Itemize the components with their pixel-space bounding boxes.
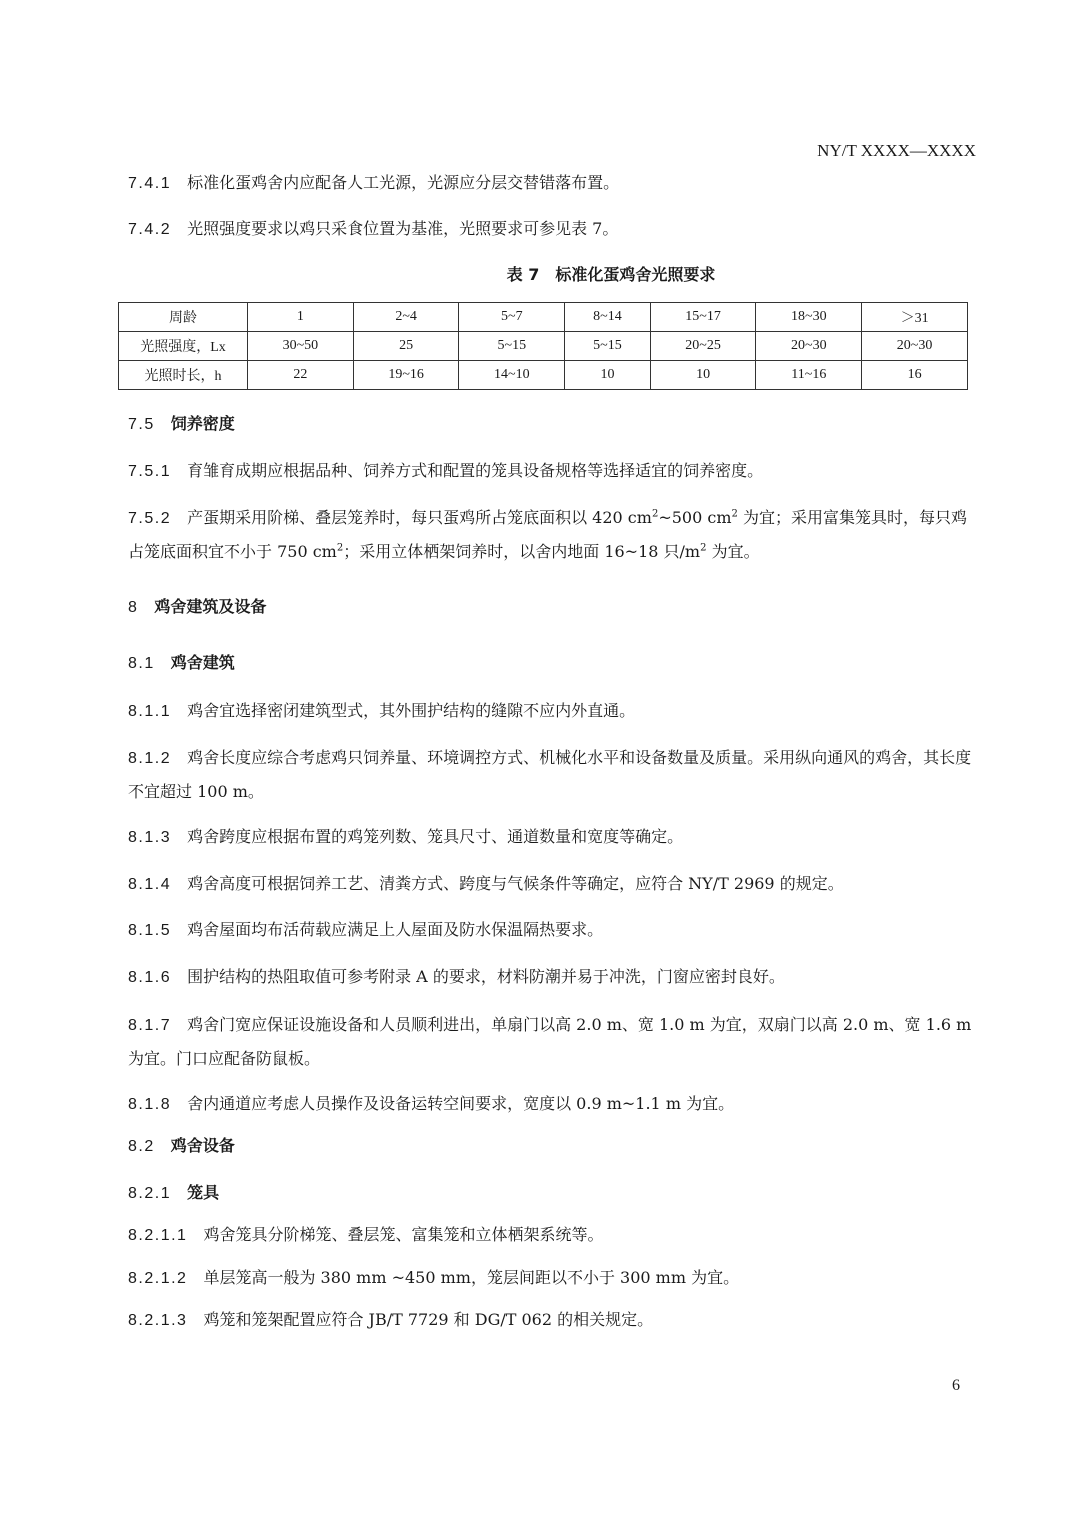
table-cell: 5~7: [459, 303, 565, 332]
clause-text: 育雏育成期应根据品种、饲养方式和配置的笼具设备规格等选择适宜的饲养密度。: [187, 461, 764, 480]
clause-7-4-1: [128, 166, 976, 200]
clause-number: 8.1.1: [128, 703, 172, 720]
clause-text: 标准化蛋鸡舍内应配备人工光源，光源应分层交替错落布置。: [187, 173, 620, 192]
table-caption: [0, 262, 1080, 285]
clause-text: 光照强度要求以鸡只采食位置为基准，光照要求可参见表 7。: [187, 219, 619, 238]
section-number: 8.1: [128, 655, 155, 672]
superscript: 2: [651, 508, 659, 520]
clause-8-1-1: [128, 694, 976, 728]
table-cell: 20~30: [756, 332, 862, 361]
table-cell: 11~16: [756, 361, 862, 390]
section-title: 笼具: [187, 1183, 220, 1202]
section-title: 鸡舍建筑: [170, 653, 235, 672]
section-number: 8.2: [128, 1138, 155, 1155]
table-cell: 25: [353, 332, 459, 361]
section-number: 7.5: [128, 416, 155, 433]
clause-7-5-1: [128, 454, 976, 488]
page-number: 6: [952, 1377, 960, 1394]
section-7-5-heading: [128, 407, 976, 441]
table-cell: 5~15: [565, 332, 651, 361]
table-caption-number: 表 7: [506, 265, 540, 284]
clause-text-part: 为宜；采用富集笼具时，每只鸡占笼底面积宜不小于 750 cm: [128, 508, 967, 561]
table-cell: 14~10: [459, 361, 565, 390]
clause-number: 8.1.2: [128, 750, 172, 767]
table-row-header: 光照时长，h: [119, 361, 248, 390]
clause-text: 鸡舍跨度应根据布置的鸡笼列数、笼具尺寸、通道数量和宽度等确定。: [187, 827, 684, 846]
section-8-heading: [128, 590, 976, 624]
clause-8-2-1-2: [128, 1261, 976, 1295]
table-cell: ＞31: [862, 303, 968, 332]
table-cell: 18~30: [756, 303, 862, 332]
clause-text: 鸡舍门宽应保证设施设备和人员顺利进出，单扇门以高 2.0 m、宽 1.0 m 为宜，双扇门以高 2.0 m、宽 1.6 m 为宜。门口应配备防鼠板。: [128, 1015, 972, 1068]
clause-text: 鸡舍高度可根据饲养工艺、清粪方式、跨度与气候条件等确定，应符合 NY/T 2969 的规定。: [187, 874, 844, 893]
section-title: 饲养密度: [170, 414, 235, 433]
clause-text-part: ~500 cm: [658, 508, 732, 527]
table-cell: 10: [650, 361, 756, 390]
clause-number: 8.1.5: [128, 922, 172, 939]
clause-number: 7.4.2: [128, 221, 172, 238]
superscript: 2: [336, 542, 344, 554]
table-cell: 15~17: [650, 303, 756, 332]
clause-8-1-6: [128, 960, 976, 994]
clause-number: 8.1.3: [128, 829, 172, 846]
clause-text: 鸡舍笼具分阶梯笼、叠层笼、富集笼和立体栖架系统等。: [203, 1225, 604, 1244]
clause-number: 8.1.7: [128, 1017, 172, 1034]
clause-number: 7.4.1: [128, 175, 172, 192]
superscript: 2: [700, 542, 707, 554]
table-cell: 8~14: [565, 303, 651, 332]
clause-text: 鸡舍屋面均布活荷载应满足上人屋面及防水保温隔热要求。: [187, 920, 604, 939]
clause-number: 8.1.4: [128, 876, 172, 893]
section-8-2-1-heading: [128, 1176, 976, 1210]
document-id: NY/T XXXX—XXXX: [817, 141, 976, 160]
table-cell: 30~50: [248, 332, 354, 361]
clause-8-1-5: [128, 913, 976, 947]
table-cell: 10: [565, 361, 651, 390]
clause-text: 单层笼高一般为 380 mm ~450 mm，笼层间距以不小于 300 mm 为宜。: [203, 1268, 740, 1287]
clause-8-2-1-3: [128, 1303, 976, 1337]
clause-8-1-7: [128, 1008, 976, 1075]
section-8-1-heading: [128, 646, 976, 680]
clause-8-1-3: [128, 820, 976, 854]
clause-text: 鸡舍长度应综合考虑鸡只饲养量、环境调控方式、机械化水平和设备数量及质量。采用纵向通风的鸡舍，其长度不宜超过 100 m。: [128, 748, 972, 801]
table-caption-title: 标准化蛋鸡舍光照要求: [555, 265, 716, 284]
clause-8-1-4: [128, 867, 976, 901]
table-cell: 20~25: [650, 332, 756, 361]
clause-text-part: ；采用立体栖架饲养时，以舍内地面 16~18 只/m: [343, 542, 701, 561]
table-row: [119, 303, 968, 332]
section-number: 8.2.1: [128, 1185, 172, 1202]
clause-number: 8.2.1.2: [128, 1270, 188, 1287]
clause-text-part: 为宜。: [706, 542, 760, 561]
table-cell: 16: [862, 361, 968, 390]
clause-number: 8.1.8: [128, 1096, 172, 1113]
clause-text: 鸡笼和笼架配置应符合 JB/T 7729 和 DG/T 062 的相关规定。: [203, 1310, 654, 1329]
table-row-header: 周龄: [119, 303, 248, 332]
table-cell: 2~4: [353, 303, 459, 332]
clause-7-4-2: [128, 212, 976, 246]
clause-number: 8.2.1.1: [128, 1227, 188, 1244]
table-row-header: 光照强度，Lx: [119, 332, 248, 361]
section-8-2-heading: [128, 1129, 976, 1163]
clause-8-1-8: [128, 1087, 976, 1121]
clause-text: 舍内通道应考虑人员操作及设备运转空间要求，宽度以 0.9 m~1.1 m 为宜。: [187, 1094, 735, 1113]
table-cell: 20~30: [862, 332, 968, 361]
clause-8-1-2: [128, 741, 976, 808]
clause-number: 8.2.1.3: [128, 1312, 188, 1329]
table-cell: 22: [248, 361, 354, 390]
clause-7-5-2: [128, 501, 976, 568]
clause-text-part: 产蛋期采用阶梯、叠层笼养时，每只蛋鸡所占笼底面积以 420 cm: [187, 508, 652, 527]
clause-text: 围护结构的热阻取值可参考附录 A 的要求，材料防潮并易于冲洗，门窗应密封良好。: [187, 967, 785, 986]
lighting-requirements-table: [118, 302, 968, 390]
section-title: 鸡舍建筑及设备: [154, 597, 267, 616]
clause-number: 7.5.1: [128, 463, 172, 480]
clause-8-2-1-1: [128, 1218, 976, 1252]
superscript: 2: [731, 508, 738, 520]
clause-text: 鸡舍宜选择密闭建筑型式，其外围护结构的缝隙不应内外直通。: [187, 701, 636, 720]
table-cell: 19~16: [353, 361, 459, 390]
table-row: [119, 332, 968, 361]
section-title: 鸡舍设备: [170, 1136, 235, 1155]
clause-number: 7.5.2: [128, 510, 172, 527]
table-cell: 5~15: [459, 332, 565, 361]
table-cell: 1: [248, 303, 354, 332]
section-number: 8: [128, 599, 139, 616]
clause-number: 8.1.6: [128, 969, 172, 986]
table-row: [119, 361, 968, 390]
